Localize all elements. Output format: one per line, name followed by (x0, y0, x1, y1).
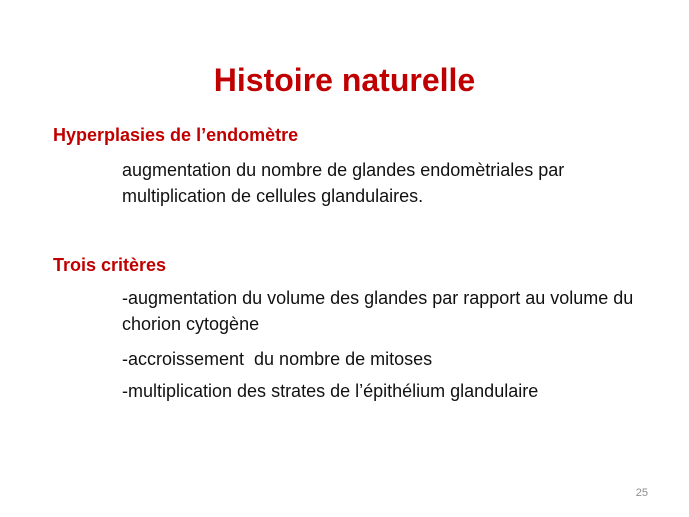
criteria-item-3: -multiplication des strates de l’épithélium glandulaire (122, 381, 539, 401)
section-heading-criteres: Trois critères (53, 255, 167, 275)
criteria-item-1: -augmentation du volume des glandes par rapport au volume du chorion cytogène (122, 288, 634, 334)
section-heading-hyperplasies: Hyperplasies de l’endomètre (53, 125, 299, 145)
criteria-item-2: -accroissement du nombre de mitoses (122, 349, 433, 369)
page-number: 25 (635, 487, 648, 499)
section-text-hyperplasies: augmentation du nombre de glandes endomètriales par multiplication de cellules glandulaires. (122, 160, 565, 206)
slide-title: Histoire naturelle (213, 62, 476, 98)
